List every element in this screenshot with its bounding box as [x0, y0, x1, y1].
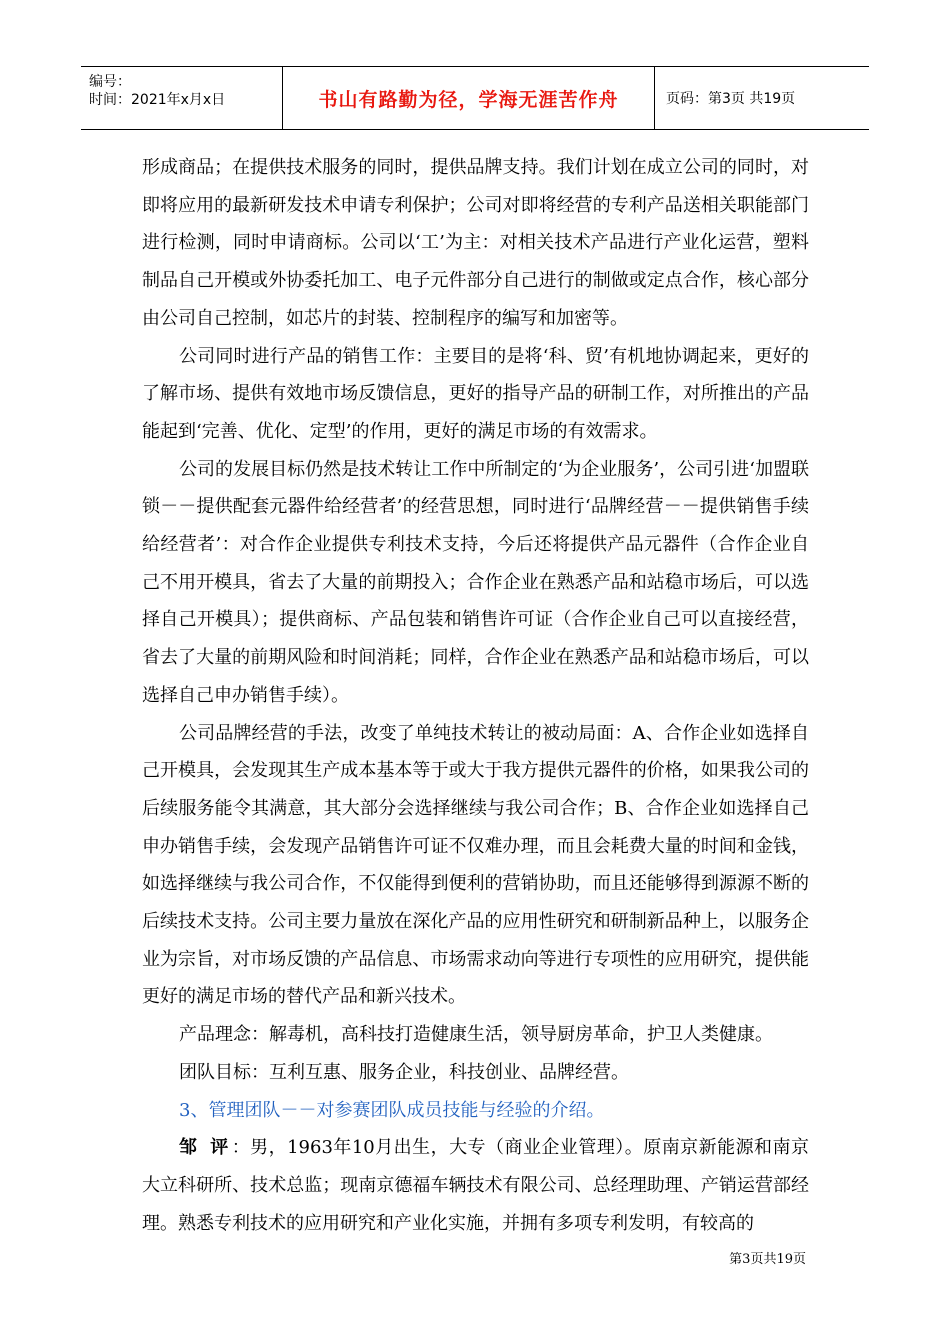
header-meta-cell [81, 67, 281, 129]
header-page-cell [654, 67, 869, 129]
page-header [81, 66, 869, 130]
paragraph: 公司品牌经营的手法，改变了单纯技术转让的被动局面：A、合作企业如选择自己开模具，会发现其生产成本基本等于或大于我方提供元器件的价格，如果我公司的后续服务能令其满意，其大部分会选择继续与我公司合作；B、合作企业如选择自己申办销售手续，会发现产品销售许可证不仅难办理，而且会耗费大量的时间和金钱，如选择继续与我公司合作，不仅能得到便利的营销协助，而且还能够得到源源不断的后续技术支持。公司主要力量放在深化产品的应用性研究和研制新品种上，以服务企业为宗旨，对市场反馈的产品信息、市场需求动向等进行专项性的应用研究，提供能更好的满足市场的替代产品和新兴技术。 [142, 722, 809, 1008]
member-bio-text: ：男，1963年10月出生，大专（商业企业管理）。原南京新能源和南京大立科研所、技术总监；现南京德福车辆技术有限公司、总经理助理、产销运营部经理。熟悉专利技术的应用研究和产业化实施，并拥有多项专利发明，有较高的 [142, 1137, 809, 1234]
header-motto-cell [282, 67, 655, 129]
paragraph: 公司的发展目标仍然是技术转让工作中所制定的‘为企业服务’，公司引进‘加盟联锁－－提供配套元器件给经营者’的经营思想，同时进行‘品牌经营－－提供销售手续给经营者’：对合作企业提供专利技术支持，今后还将提供产品元器件（合作企业自己不用开模具，省去了大量的前期投入；合作企业在熟悉产品和站稳市场后，可以选择自己开模具）；提供商标、产品包装和销售许可证（合作企业自己可以直接经营，省去了大量的前期风险和时间消耗；同样，合作企业在熟悉产品和站稳市场后，可以选择自己申办销售手续）。 [142, 458, 809, 706]
document-date: 时间：2021年x月x日 [89, 92, 226, 108]
member-name: 邹 评 [179, 1137, 232, 1159]
header-motto: 书山有路勤为径，学海无涯苦作舟 [318, 88, 619, 111]
page-footer: 第3页共19页 [729, 1252, 806, 1267]
paragraph: 公司同时进行产品的销售工作：主要目的是将‘科、贸’有机地协调起来，更好的了解市场、提供有效地市场反馈信息，更好的指导产品的研制工作，对所推出的产品能起到‘完善、优化、定型’的作用，更好的满足市场的有效需求。 [142, 345, 809, 442]
team-goal: 团队目标：互利互惠、服务企业，科技创业、品牌经营。 [179, 1061, 629, 1083]
document-code-label: 编号： [89, 74, 131, 90]
member-bio [142, 1129, 809, 1242]
paragraph: 形成商品；在提供技术服务的同时，提供品牌支持。我们计划在成立公司的同时，对即将应用的最新研发技术申请专利保护；公司对即将经营的专利产品送相关职能部门进行检测，同时申请商标。公司以‘工’为主：对相关技术产品进行产业化运营，塑料制品自己开模或外协委托加工、电子元件部分自己进行的制做或定点合作，核心部分由公司自己控制，如芯片的封装、控制程序的编写和加密等。 [142, 157, 809, 329]
product-philosophy: 产品理念：解毒机，高科技打造健康生活，领导厨房革命，护卫人类健康。 [179, 1024, 773, 1046]
header-page-number: 页码：第3页 共19页 [666, 91, 796, 107]
document-body [142, 149, 809, 1242]
section-heading: 3、管理团队－－对参赛团队成员技能与经验的介绍。 [179, 1099, 605, 1121]
